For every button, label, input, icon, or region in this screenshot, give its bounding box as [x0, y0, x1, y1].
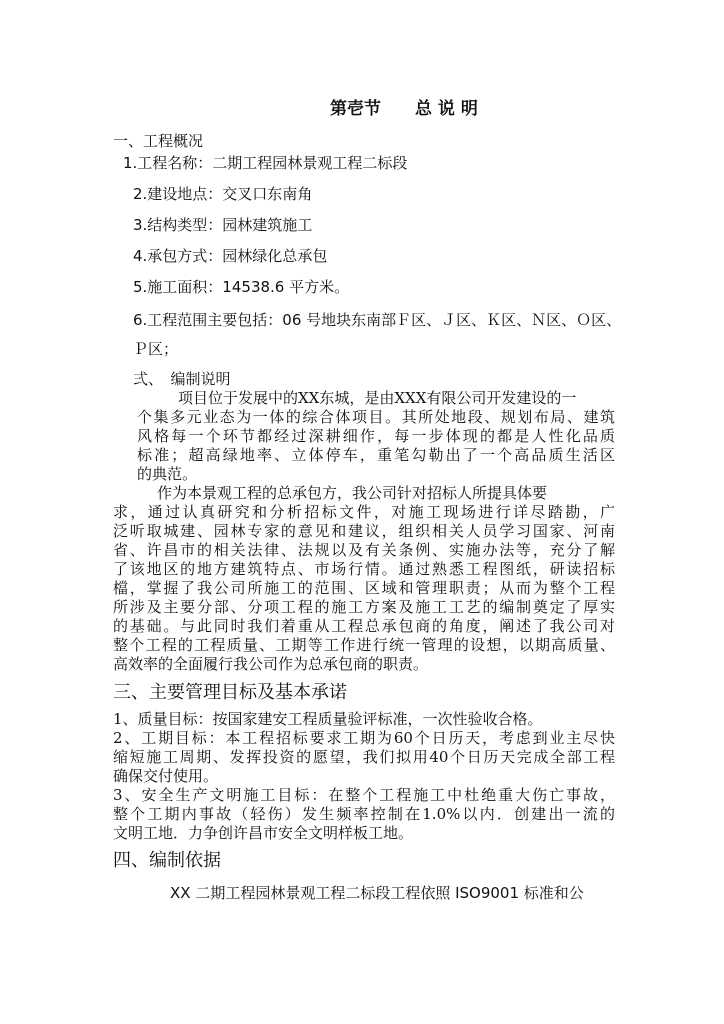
- paragraph-line: 风格每一个环节都经过深耕细作，每一步体现的都是人性化品质: [137, 427, 615, 445]
- heading-compilation-notes: 弍、 编制说明: [133, 370, 231, 388]
- overview-item: Ｐ区；: [133, 340, 179, 358]
- paragraph-line: 了该地区的地方建筑特点、市场行情。通过熟悉工程图纸，研读招标: [113, 560, 615, 578]
- paragraph-line: 泛听取城建、园林专家的意见和建议，组织相关人员学习国家、河南: [113, 522, 615, 540]
- heading-management-goals: 三、主要管理目标及基本承诺: [113, 682, 347, 703]
- basis-line: XX 二期工程园林景观工程二标段工程依照 ISO9001 标准和公: [170, 884, 584, 902]
- overview-item: 5.施工面积：14538.6 平方米。: [133, 278, 350, 296]
- heading-basis: 四、编制依据: [113, 850, 221, 871]
- paragraph-line: 檔，掌握了我公司所施工的范围、区域和管理职责；从而为整个工程: [113, 579, 615, 597]
- goal-line: 文明工地．力争创许昌市安全文明样板工地。: [113, 824, 414, 842]
- paragraph-line: 标准；超高绿地率、立体停车，重笔勾勒出了一个高品质生活区: [137, 446, 615, 464]
- goal-line: 确保交付使用。: [113, 767, 219, 785]
- overview-item: 1.工程名称：二期工程园林景观工程二标段: [123, 154, 408, 172]
- paragraph-line: 整个工程的工程质量、工期等工作进行统一管理的设想，以期高质量、: [113, 636, 615, 654]
- paragraph-line: 的典范。: [137, 465, 198, 483]
- page-title: [330, 100, 478, 119]
- paragraph-line: 的基础。与此同时我们着重从工程总承包商的角度，阐述了我公司对: [113, 617, 615, 635]
- paragraph-line: 求，通过认真研究和分析招标文件，对施工现场进行详尽踏勘，广: [113, 503, 615, 521]
- goal-line: 2、工期目标：本工程招标要求工期为60个日历天，考虑到业主尽快: [113, 729, 615, 747]
- paragraph-line: 省、许昌市的相关法律、法规以及有关条例、实施办法等，充分了解: [113, 541, 615, 559]
- goal-line: 整个工期内事故（轻伤）发生频率控制在1.0%以内．创建出一流的: [113, 805, 615, 823]
- overview-item: 2.建设地点：交叉口东南角: [133, 185, 313, 203]
- paragraph-line: 个集多元业态为一体的综合体项目。其所处地段、规划布局、建筑: [137, 408, 615, 426]
- paragraph-line: 项目位于发展中的XX东城，是由XXX有限公司开发建设的一: [178, 389, 577, 407]
- overview-item: 3.结构类型：园林建筑施工: [133, 216, 313, 234]
- goal-line: 1、质量目标：按国家建安工程质量验评标准，一次性验收合格。: [113, 710, 543, 728]
- overview-item: 6.工程范围主要包括：06 号地块东南部Ｆ区、Ｊ区、Ｋ区、Ｎ区、Ｏ区、: [133, 311, 622, 329]
- heading-project-overview: 一、工程概况: [113, 132, 204, 150]
- overview-item: 4.承包方式：园林绿化总承包: [133, 247, 328, 265]
- goal-line: 3、安全生产文明施工目标：在整个工程施工中杜绝重大伤亡事故，: [113, 786, 615, 804]
- paragraph-line: 高效率的全面履行我公司作为总承包商的职责。: [113, 655, 429, 673]
- section-number: 第壱节: [330, 99, 381, 119]
- paragraph-line: 作为本景观工程的总承包方，我公司针对招标人所提具体要: [157, 484, 548, 502]
- section-title: 总 说 明: [415, 99, 478, 119]
- paragraph-line: 所涉及主要分部、分项工程的施工方案及施工工艺的编制奠定了厚实: [113, 598, 615, 616]
- goal-line: 缩短施工周期、发挥投资的愿望，我们拟用40个日历天完成全部工程: [113, 748, 615, 766]
